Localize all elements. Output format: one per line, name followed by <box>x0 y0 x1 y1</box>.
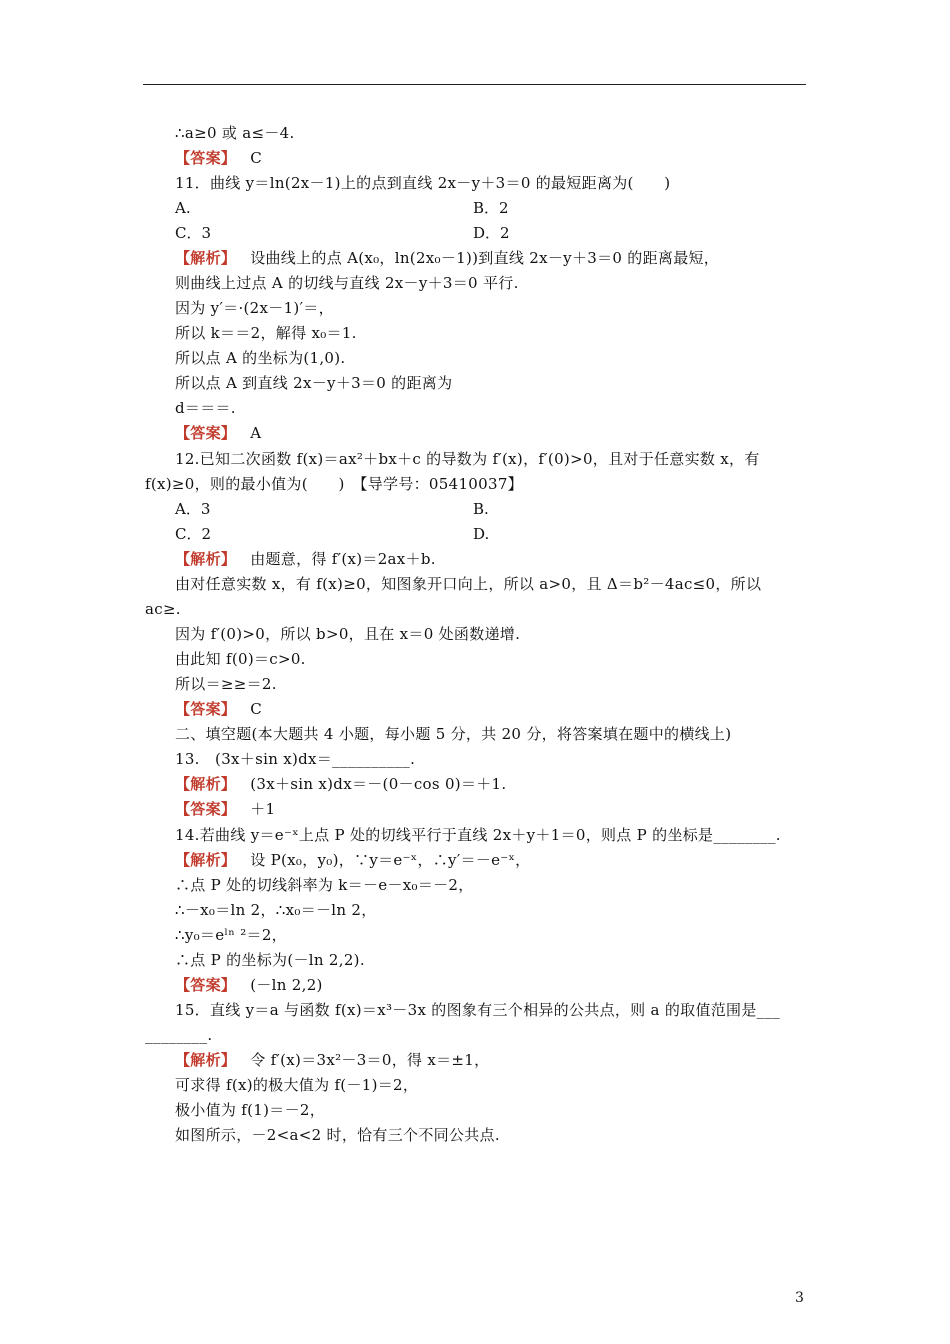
option-c: C．3 <box>175 224 212 242</box>
analysis-line: 【解析】 由题意，得 f′(x)＝2ax＋b. <box>175 550 436 568</box>
answer-line: 【答案】 (－ln 2,2) <box>175 976 323 994</box>
page-number: 3 <box>795 1290 804 1306</box>
header-rule <box>143 84 806 85</box>
answer-line: 【答案】 A <box>175 424 262 442</box>
text-line: 因为 y′＝·(2x－1)′＝， <box>175 299 334 317</box>
question-12: 12.已知二次函数 f(x)＝ax²＋bx＋c 的导数为 f′(x)，f′(0)>0，且对于任意实数 x，有 <box>175 450 760 468</box>
text-line: 极小值为 f(1)＝－2， <box>175 1101 326 1119</box>
option-b: B．2 <box>473 199 509 217</box>
text-line: 因为 f′(0)>0，所以 b>0，且在 x＝0 处函数递增. <box>175 625 521 643</box>
option-d: D. <box>473 525 490 543</box>
text-line: 则曲线上过点 A 的切线与直线 2x－y＋3＝0 平行. <box>175 274 519 292</box>
text-line: ∴y₀＝eˡⁿ ²＝2， <box>175 926 287 944</box>
analysis-label: 【解析】 <box>175 1051 237 1069</box>
question-13: 13. (3x＋sin x)dx＝__________. <box>175 750 416 768</box>
text-line: ac≥. <box>145 600 181 618</box>
text-line: 由此知 f(0)＝c>0. <box>175 650 306 668</box>
question-11: 11．曲线 y＝ln(2x－1)上的点到直线 2x－y＋3＝0 的最短距离为( ) <box>175 174 671 192</box>
answer-label: 【答案】 <box>175 149 237 167</box>
answer-label: 【答案】 <box>175 976 237 994</box>
question-14: 14.若曲线 y＝e⁻ˣ上点 P 处的切线平行于直线 2x＋y＋1＝0，则点 P 的坐标是________. <box>175 826 781 844</box>
option-a: A．3 <box>175 500 211 518</box>
option-b: B. <box>473 500 489 518</box>
text-line: 所以点 A 的坐标为(1,0). <box>175 349 346 367</box>
option-c: C．2 <box>175 525 212 543</box>
answer-label: 【答案】 <box>175 424 237 442</box>
text-line: ∴－x₀＝ln 2，∴x₀＝－ln 2， <box>175 901 377 919</box>
answer-label: 【答案】 <box>175 700 237 718</box>
question-15: 15．直线 y＝a 与函数 f(x)＝x³－3x 的图象有三个相异的公共点，则 a 的取值范围是___ <box>175 1001 781 1019</box>
analysis-label: 【解析】 <box>175 851 237 869</box>
analysis-line: 【解析】 (3x＋sin x)dx＝－(0－cos 0)＝＋1. <box>175 775 507 793</box>
text-line: 所以＝≥≥＝2. <box>175 675 277 693</box>
text-line: 可求得 f(x)的极大值为 f(－1)＝2， <box>175 1076 419 1094</box>
analysis-label: 【解析】 <box>175 249 237 267</box>
analysis-label: 【解析】 <box>175 775 237 793</box>
option-a: A. <box>175 199 191 217</box>
section-heading: 二、填空题(本大题共 4 小题，每小题 5 分，共 20 分，将答案填在题中的横线上) <box>175 725 732 743</box>
text-line: ∴a≥0 或 a≤－4. <box>175 124 295 142</box>
text-line: 所以 k＝＝2，解得 x₀＝1. <box>175 324 357 342</box>
text-line: 所以点 A 到直线 2x－y＋3＝0 的距离为 <box>175 374 453 392</box>
text-line: ________. <box>145 1026 213 1044</box>
answer-label: 【答案】 <box>175 800 237 818</box>
text-line: 如图所示，－2<a<2 时，恰有三个不同公共点. <box>175 1126 500 1144</box>
option-d: D．2 <box>473 224 510 242</box>
answer-line: 【答案】 C <box>175 700 262 718</box>
text-line: 由对任意实数 x，有 f(x)≥0，知图象开口向上，所以 a>0，且 Δ＝b²－4ac≤0，所以 <box>175 575 762 593</box>
text-line: d＝＝＝. <box>175 399 236 417</box>
answer-line: 【答案】 C <box>175 149 262 167</box>
analysis-line: 【解析】 令 f′(x)＝3x²－3＝0，得 x＝±1， <box>175 1051 490 1069</box>
answer-line: 【答案】 ＋1 <box>175 800 276 818</box>
analysis-label: 【解析】 <box>175 550 237 568</box>
analysis-line: 【解析】 设曲线上的点 A(x₀，ln(2x₀－1))到直线 2x－y＋3＝0 的距离最短， <box>175 249 720 267</box>
text-line: ∴点 P 处的切线斜率为 k＝－e－x₀＝－2， <box>175 876 474 894</box>
analysis-line: 【解析】 设 P(x₀，y₀)，∵y＝e⁻ˣ，∴y′＝－e⁻ˣ， <box>175 851 531 869</box>
text-line: ∴点 P 的坐标为(－ln 2,2). <box>175 951 365 969</box>
text-line: f(x)≥0，则的最小值为( ) 【导学号：05410037】 <box>145 475 523 493</box>
